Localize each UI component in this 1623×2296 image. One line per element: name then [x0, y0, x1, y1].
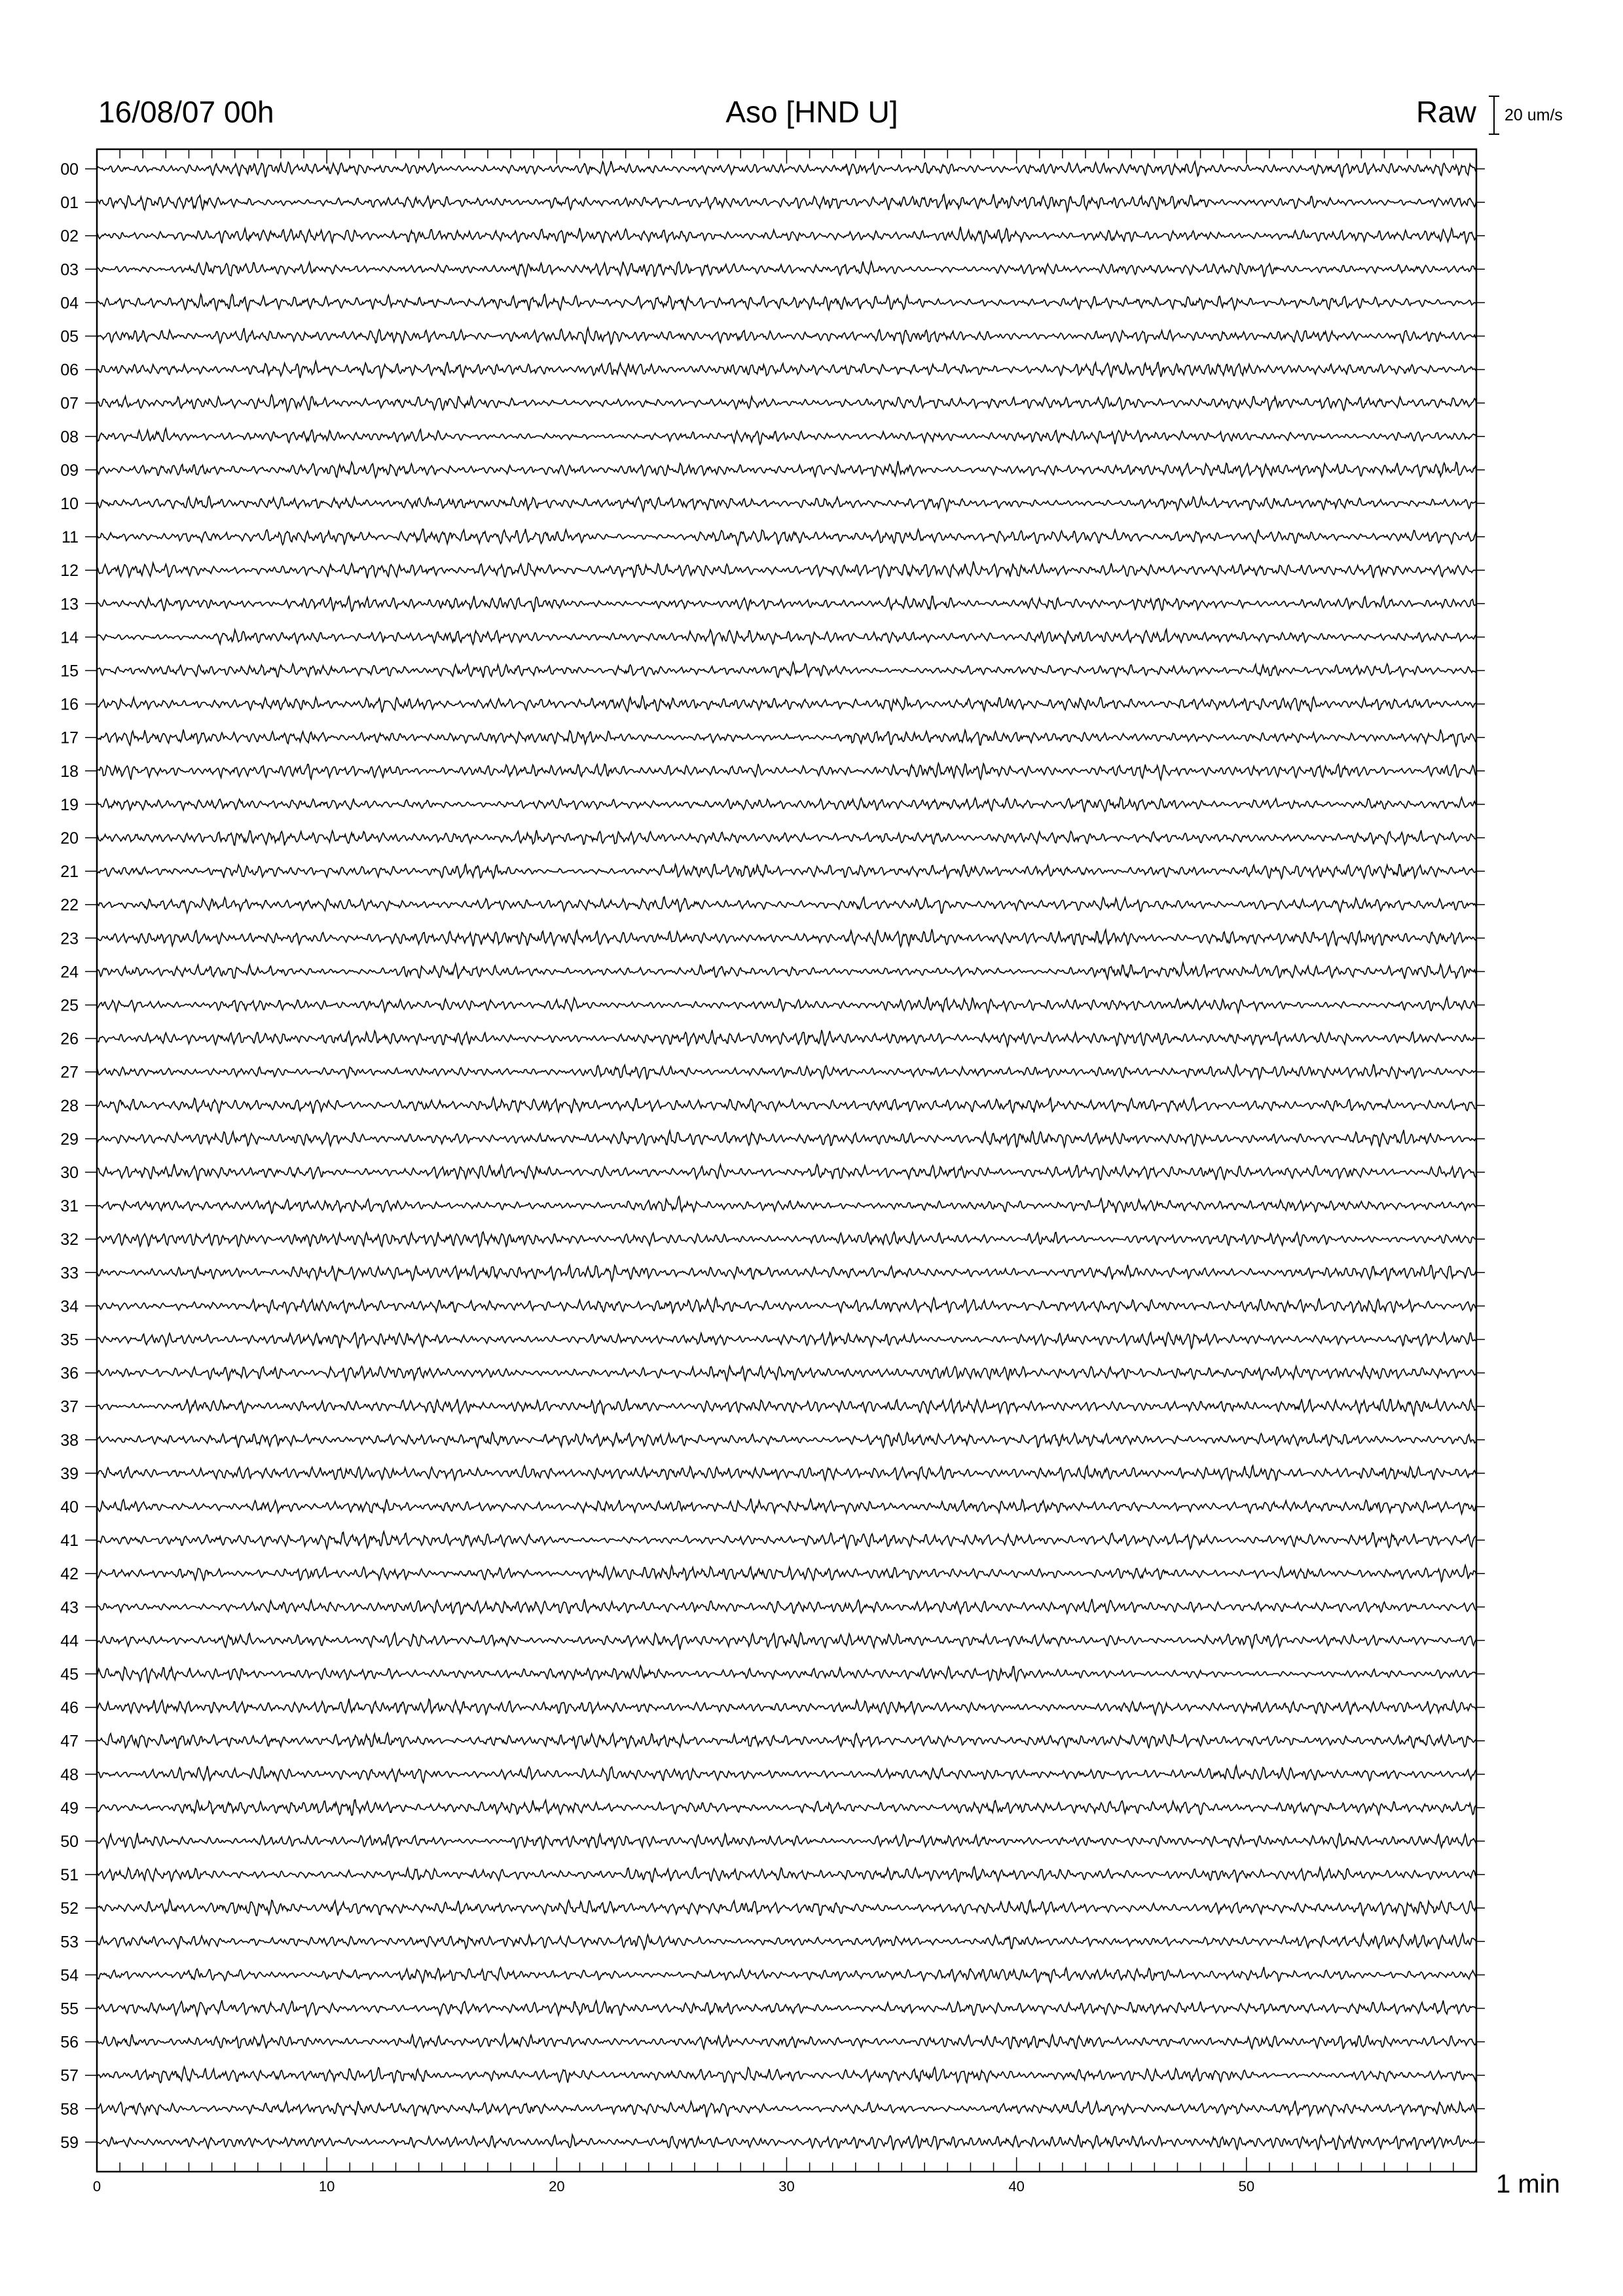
row-label: 37: [60, 1397, 79, 1416]
trace-line: [97, 662, 1476, 678]
row-label: 11: [62, 528, 79, 547]
row-label: 32: [60, 1230, 79, 1249]
trace-line: [97, 830, 1476, 845]
trace-line: [97, 328, 1476, 344]
row-label: 12: [60, 562, 79, 581]
row-labels: [60, 160, 1485, 2152]
row-label: 22: [60, 896, 79, 915]
trace-line: [97, 2000, 1476, 2016]
row-label: 07: [60, 394, 79, 413]
trace-line: [97, 1666, 1476, 1683]
row-label: 44: [60, 1632, 79, 1651]
row-label: 09: [60, 461, 79, 480]
x-tick-label: 10: [318, 2178, 335, 2195]
row-label: 52: [60, 1899, 79, 1918]
row-label: 43: [60, 1598, 79, 1617]
trace-line: [97, 695, 1476, 712]
trace-line: [97, 1800, 1476, 1816]
row-label: 50: [60, 1833, 79, 1851]
x-tick-label: 50: [1238, 2178, 1255, 2195]
row-label: 18: [60, 762, 79, 781]
row-label: 41: [60, 1532, 79, 1551]
row-label: 01: [60, 194, 79, 213]
trace-line: [97, 730, 1476, 746]
trace-line: [97, 1399, 1476, 1415]
row-label: 03: [60, 260, 79, 279]
trace-line: [97, 963, 1476, 979]
trace-line: [97, 630, 1476, 645]
row-label: 19: [60, 795, 79, 814]
row-label: 05: [60, 327, 79, 346]
datetime-label: 16/08/07 00h: [98, 95, 274, 129]
row-label: 55: [60, 2000, 79, 2018]
station-title: Aso [HND U]: [725, 95, 898, 129]
plot-frame: [97, 149, 1476, 2172]
row-label: 24: [60, 963, 79, 982]
scale-bar-label: 20 um/s: [1504, 106, 1563, 124]
trace-line: [97, 529, 1476, 545]
trace-line: [97, 897, 1476, 913]
row-label: 36: [60, 1364, 79, 1383]
trace-line: [97, 226, 1476, 243]
trace-line: [97, 1733, 1476, 1749]
row-label: 42: [60, 1565, 79, 1584]
trace-line: [97, 2067, 1476, 2083]
trace-line: [97, 562, 1476, 579]
row-label: 57: [60, 2066, 79, 2085]
trace-line: [97, 1833, 1476, 1848]
trace-line: [97, 295, 1476, 311]
x-tick-label: 0: [92, 2178, 101, 2195]
trace-line: [97, 194, 1476, 212]
row-label: 35: [60, 1331, 79, 1350]
trace-line: [97, 929, 1476, 947]
row-label: 53: [60, 1933, 79, 1952]
row-label: 02: [60, 227, 79, 246]
trace-line: [97, 1532, 1476, 1549]
trace-line: [97, 1030, 1476, 1047]
trace-line: [97, 1698, 1476, 1715]
row-label: 17: [60, 728, 79, 747]
trace-line: [97, 361, 1476, 378]
row-label: 25: [60, 996, 79, 1015]
row-label: 31: [60, 1197, 79, 1216]
trace-line: [97, 395, 1476, 411]
trace-line: [97, 496, 1476, 511]
x-tick-label: 30: [778, 2178, 795, 2195]
row-label: 28: [60, 1096, 79, 1115]
trace-line: [97, 1465, 1476, 1480]
trace-line: [97, 1196, 1476, 1213]
trace-line: [97, 1934, 1476, 1950]
row-label: 56: [60, 2033, 79, 2052]
trace-line: [97, 1265, 1476, 1282]
row-label: 10: [60, 495, 79, 513]
row-label: 16: [60, 695, 79, 714]
trace-line: [97, 1899, 1476, 1916]
trace-line: [97, 2101, 1476, 2117]
trace-line: [97, 1065, 1476, 1079]
trace-line: [97, 1766, 1476, 1783]
trace-line: [97, 763, 1476, 780]
trace-line: [97, 429, 1476, 444]
trace-line: [97, 2135, 1476, 2151]
row-label: 13: [60, 595, 79, 614]
row-label: 58: [60, 2100, 79, 2119]
row-label: 06: [60, 361, 79, 380]
row-label: 08: [60, 427, 79, 446]
trace-line: [97, 1967, 1476, 1982]
row-label: 38: [60, 1431, 79, 1450]
trace-line: [97, 1333, 1476, 1349]
mode-label: Raw: [1415, 95, 1476, 129]
row-label: 51: [60, 1866, 79, 1885]
row-label: 26: [60, 1030, 79, 1049]
row-label: 39: [60, 1464, 79, 1483]
scale-bar: [1489, 96, 1499, 134]
row-label: 33: [60, 1264, 79, 1283]
row-label: 23: [60, 929, 79, 948]
x-axis: [93, 149, 1476, 2195]
trace-line: [97, 997, 1476, 1013]
trace-line: [97, 1599, 1476, 1614]
trace-line: [97, 1232, 1476, 1247]
row-label: 40: [60, 1498, 79, 1516]
row-label: 15: [60, 662, 79, 681]
row-label: 34: [60, 1297, 79, 1316]
trace-line: [97, 596, 1476, 613]
traces: [97, 161, 1476, 2150]
trace-line: [97, 1565, 1476, 1581]
trace-line: [97, 461, 1476, 477]
row-label: 59: [60, 2133, 79, 2152]
trace-line: [97, 1499, 1476, 1514]
row-label: 20: [60, 829, 79, 848]
trace-line: [97, 1164, 1476, 1181]
row-label: 00: [60, 160, 79, 179]
row-label: 29: [60, 1130, 79, 1149]
row-label: 54: [60, 1966, 79, 1985]
row-label: 49: [60, 1799, 79, 1818]
row-label: 21: [60, 863, 79, 882]
row-label: 47: [60, 1732, 79, 1751]
row-label: 04: [60, 294, 79, 313]
trace-line: [97, 1433, 1476, 1448]
trace-line: [97, 1298, 1476, 1313]
row-label: 14: [60, 628, 79, 647]
trace-line: [97, 1366, 1476, 1381]
trace-line: [97, 797, 1476, 812]
row-label: 30: [60, 1164, 79, 1182]
trace-line: [97, 1867, 1476, 1882]
trace-line: [97, 1130, 1476, 1147]
trace-line: [97, 1633, 1476, 1650]
row-label: 46: [60, 1698, 79, 1717]
x-tick-label: 20: [549, 2178, 565, 2195]
trace-line: [97, 1098, 1476, 1114]
trace-line: [97, 2034, 1476, 2049]
trace-line: [97, 864, 1476, 878]
row-label: 48: [60, 1765, 79, 1784]
row-label: 45: [60, 1665, 79, 1684]
row-label: 27: [60, 1063, 79, 1082]
x-tick-label: 40: [1008, 2178, 1025, 2195]
trace-line: [97, 262, 1476, 277]
x-axis-label: 1 min: [1496, 2170, 1560, 2198]
